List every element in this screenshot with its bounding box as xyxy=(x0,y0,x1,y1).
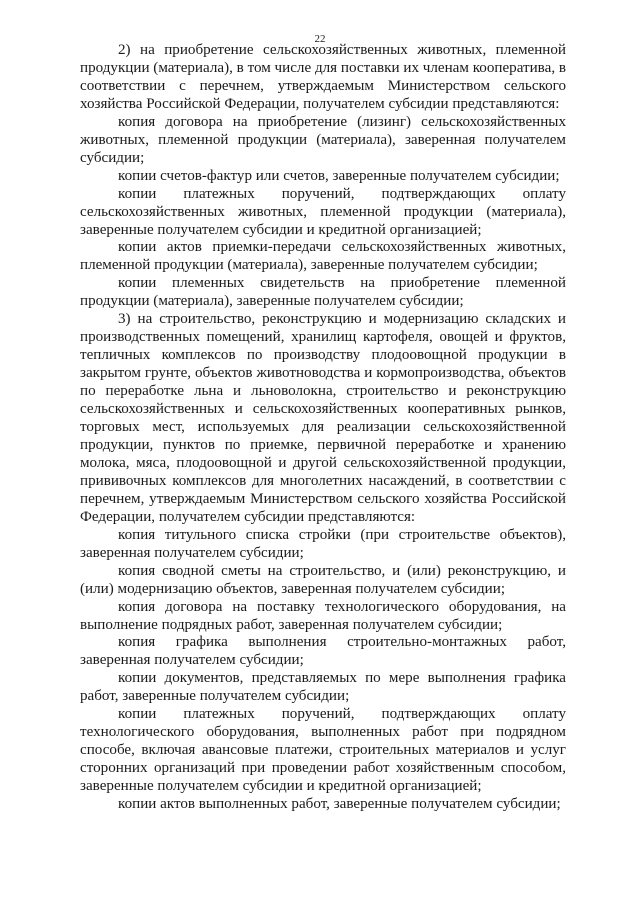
paragraph-supply-contract: копия договора на поставку технологического оборудования, на выполнение подрядных работ, заверенная получателем субсидии; xyxy=(80,598,566,633)
paragraph-summary-estimate: копия сводной сметы на строительство, и (или) реконструкцию, и (или) модернизацию объектов, заверенная получателем субсидии; xyxy=(80,562,566,597)
paragraph-equipment-payments: копии платежных поручений, подтверждающих оплату технологического оборудования, выполненных работ при подрядном способе, включая авансовые платежи, строительных материалов и услуг сторонних организаций при проведении работ хозяйственным способом, заверенные получателем субсидии и кредитной организацией; xyxy=(80,706,566,795)
paragraph-works-schedule: копия графика выполнения строительно-монтажных работ, заверенная получателем субсидии; xyxy=(80,634,566,669)
paragraph-item-3: 3) на строительство, реконструкцию и модернизацию складских и производственных помещений, хранилищ картофеля, овощей и фруктов, тепличных комплексов по производству плодоовощной продукции в закрытом грунте, объектов животноводства и кормопроизводства, объектов по переработке льна и льноволокна, строительство и реконструкцию сельскохозяйственных и сельскохозяйственных кооперативных рынков, торговых мест, используемых для реализации сельскохозяйственной продукции, пунктов по приемке, первичной переработке и хранению молока, мяса, плодоовощной и другой сельскохозяйственной продукции, прививочных комплексов для многолетних насаждений, в соответствии с перечнем, утверждаемым Министерством сельского хозяйства Российской Федерации, получателем субсидии представляются: xyxy=(80,311,566,525)
paragraph-contract-copy: копия договора на приобретение (лизинг) сельскохозяйственных животных, племенной продукции (материала), заверенная получателем субсидии; xyxy=(80,113,566,166)
paragraph-invoices: копии счетов-фактур или счетов, заверенные получателем субсидии; xyxy=(118,167,560,184)
paragraph-completed-works-acts: копии актов выполненных работ, заверенные получателем субсидии; xyxy=(118,796,561,813)
paragraph-acceptance-acts: копии актов приемки-передачи сельскохозяйственных животных, племенной продукции (материала), заверенные получателем субсидии; xyxy=(80,239,566,274)
paragraph-item-2: 2) на приобретение сельскохозяйственных животных, племенной продукции (материала), в том числе для поставки их членам кооператива, в соответствии с перечнем, утверждаемым Министерством сельского хозяйства Российской Федерации, получателем субсидии представляются: xyxy=(80,42,566,112)
page-number: 22 xyxy=(314,33,326,45)
paragraph-breeding-certificates: копии племенных свидетельств на приобретение племенной продукции (материала), заверенные получателем субсидии; xyxy=(80,275,566,310)
paragraph-payment-orders: копии платежных поручений, подтверждающих оплату сельскохозяйственных животных, племенной продукции (материала), заверенные получателем субсидии и кредитной организацией; xyxy=(80,185,566,238)
paragraph-schedule-documents: копии документов, представляемых по мере выполнения графика работ, заверенные получателем субсидии; xyxy=(80,670,566,705)
document-body xyxy=(80,42,566,814)
paragraph-title-list: копия титульного списка стройки (при строительстве объектов), заверенная получателем субсидии; xyxy=(80,526,566,561)
